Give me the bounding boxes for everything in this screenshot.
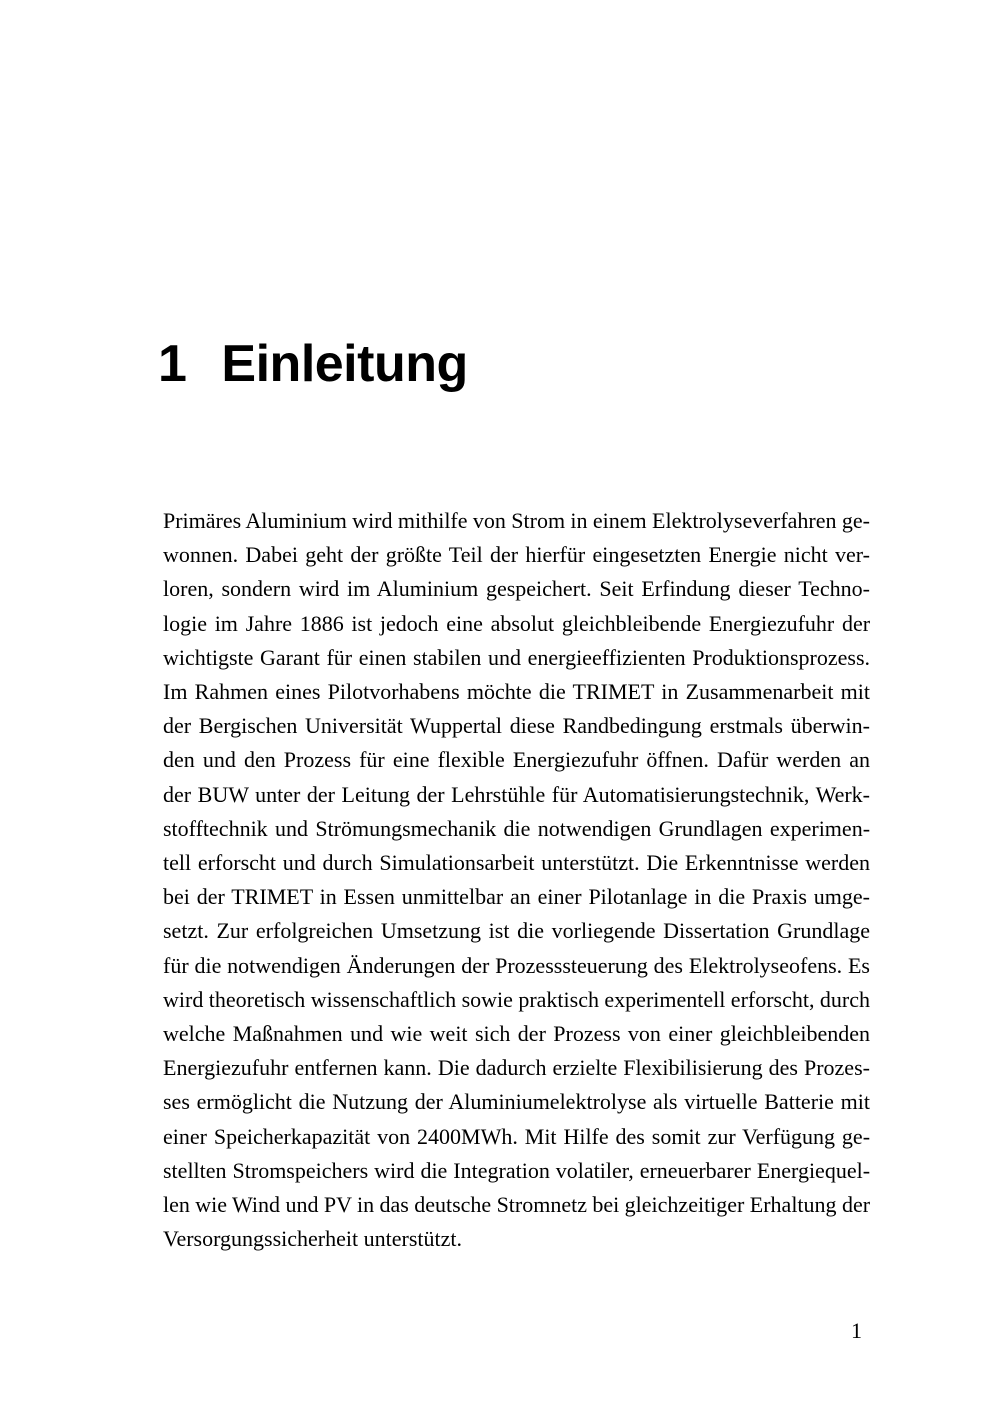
paragraph-body bbox=[163, 504, 870, 1256]
text-line: Versorgungssicherheit unterstützt. bbox=[163, 1226, 462, 1252]
text-line: einer Speicherkapazität von 2400MWh. Mit Hilfe des somit zur Verfügung ge- bbox=[163, 1123, 871, 1149]
text-line: ses ermöglicht die Nutzung der Aluminiumelektrolyse als virtuelle Batterie mit bbox=[163, 1089, 870, 1115]
text-line: len wie Wind und PV in das deutsche Stromnetz bei gleichzeitiger Erhaltung der bbox=[163, 1192, 871, 1218]
chapter-heading bbox=[158, 335, 468, 393]
text-line: Im Rahmen eines Pilotvorhabens möchte die TRIMET in Zusammenarbeit mit bbox=[163, 679, 871, 705]
text-line: tell erforscht und durch Simulationsarbeit unterstützt. Die Erkenntnisse werden bbox=[163, 850, 871, 876]
text-line: setzt. Zur erfolgreichen Umsetzung ist die vorliegende Dissertation Grundlage bbox=[163, 918, 871, 944]
text-line: der Bergischen Universität Wuppertal diese Randbedingung erstmals überwin- bbox=[163, 713, 870, 739]
text-line: loren, sondern wird im Aluminium gespeichert. Seit Erfindung dieser Techno- bbox=[163, 576, 870, 602]
text-line: wichtigste Garant für einen stabilen und energieeffizienten Produktionsprozess. bbox=[163, 644, 871, 670]
text-line: wonnen. Dabei geht der größte Teil der hierfür eingesetzten Energie nicht ver- bbox=[163, 542, 870, 568]
text-line: stellten Stromspeichers wird die Integration volatiler, erneuerbarer Energiequel- bbox=[163, 1157, 871, 1183]
text-line: welche Maßnahmen und wie weit sich der Prozess von einer gleichbleibenden bbox=[163, 1021, 870, 1047]
chapter-number: 1 bbox=[158, 335, 187, 393]
text-line: Primäres Aluminium wird mithilfe von Strom in einem Elektrolyseverfahren ge- bbox=[163, 508, 870, 533]
text-line: wird theoretisch wissenschaftlich sowie praktisch experimentell erforscht, durch bbox=[163, 986, 871, 1012]
page-number: 1 bbox=[851, 1318, 862, 1343]
text-line: bei der TRIMET in Essen unmittelbar an einer Pilotanlage in die Praxis umge- bbox=[163, 884, 871, 910]
text-line: den und den Prozess für eine flexible Energiezufuhr öffnen. Dafür werden an bbox=[163, 747, 870, 773]
text-line: logie im Jahre 1886 ist jedoch eine absolut gleichbleibende Energiezufuhr der bbox=[163, 610, 871, 636]
text-line: für die notwendigen Änderungen der Prozesssteuerung des Elektrolyseofens. Es bbox=[163, 952, 870, 978]
text-line: Energiezufuhr entfernen kann. Die dadurch erzielte Flexibilisierung des Prozes- bbox=[163, 1055, 870, 1081]
chapter-title: Einleitung bbox=[221, 335, 468, 393]
text-line: stofftechnik und Strömungsmechanik die notwendigen Grundlagen experimen- bbox=[163, 815, 871, 841]
text-line: der BUW unter der Leitung der Lehrstühle für Automatisierungstechnik, Werk- bbox=[163, 781, 871, 807]
